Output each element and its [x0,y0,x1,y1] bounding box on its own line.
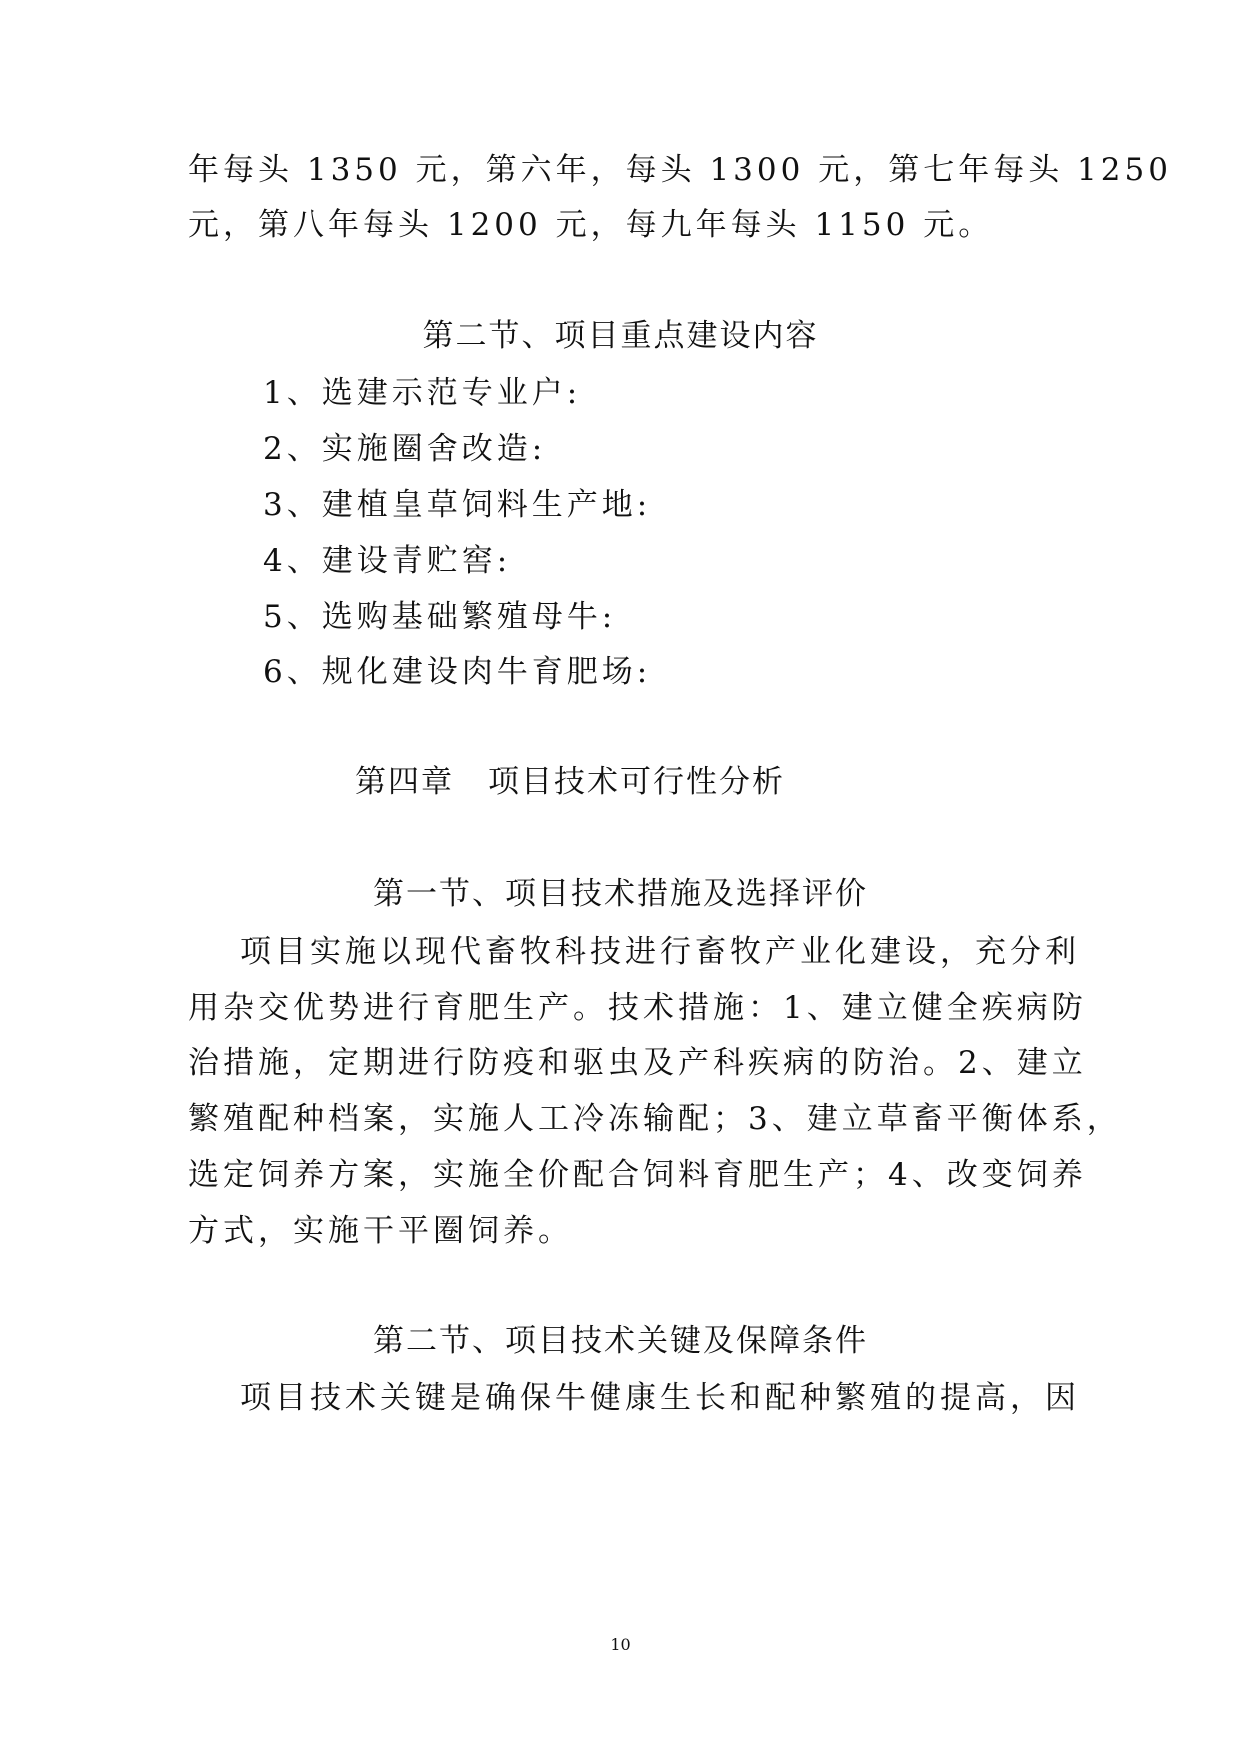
paragraph-line: 方式，实施干平圈饲养。 [188,1213,573,1249]
section-heading-key-technology: 第二节、项目技术关键及保障条件 [373,1323,868,1359]
list-item: 1、选建示范专业户: [263,375,582,411]
intro-line-2: 元，第八年每头 1200 元，每九年每头 1150 元。 [188,207,994,243]
list-item: 2、实施圈舍改造: [263,431,547,467]
paragraph-line: 治措施，定期进行防疫和驱虫及产科疾病的防治。2、建立 [188,1045,1087,1081]
list-item: 4、建设青贮窖: [263,543,512,579]
paragraph-line: 用杂交优势进行育肥生产。技术措施：1、建立健全疾病防 [188,990,1087,1026]
list-item: 3、建植皇草饲料生产地: [263,487,652,523]
section-heading-technical-measures: 第一节、项目技术措施及选择评价 [373,876,868,912]
chapter-title: 项目技术可行性分析 [488,764,785,800]
paragraph-line: 项目实施以现代畜牧科技进行畜牧产业化建设，充分利 [240,934,1080,970]
paragraph-line: 项目技术关键是确保牛健康生长和配种繁殖的提高，因 [240,1380,1080,1416]
paragraph-line: 选定饲养方案，实施全价配合饲料育肥生产；4、改变饲养 [188,1157,1087,1193]
chapter-number: 第四章 [355,764,454,800]
page-number: 10 [610,1635,631,1654]
section-heading-key-construction: 第二节、项目重点建设内容 [422,318,819,354]
intro-line-1: 年每头 1350 元，第六年，每头 1300 元，第七年每头 1250 [188,152,1172,188]
paragraph-line: 繁殖配种档案，实施人工冷冻输配；3、建立草畜平衡体系， [188,1101,1122,1137]
list-item: 6、规化建设肉牛育肥场: [263,654,652,690]
list-item: 5、选购基础繁殖母牛: [263,599,617,635]
